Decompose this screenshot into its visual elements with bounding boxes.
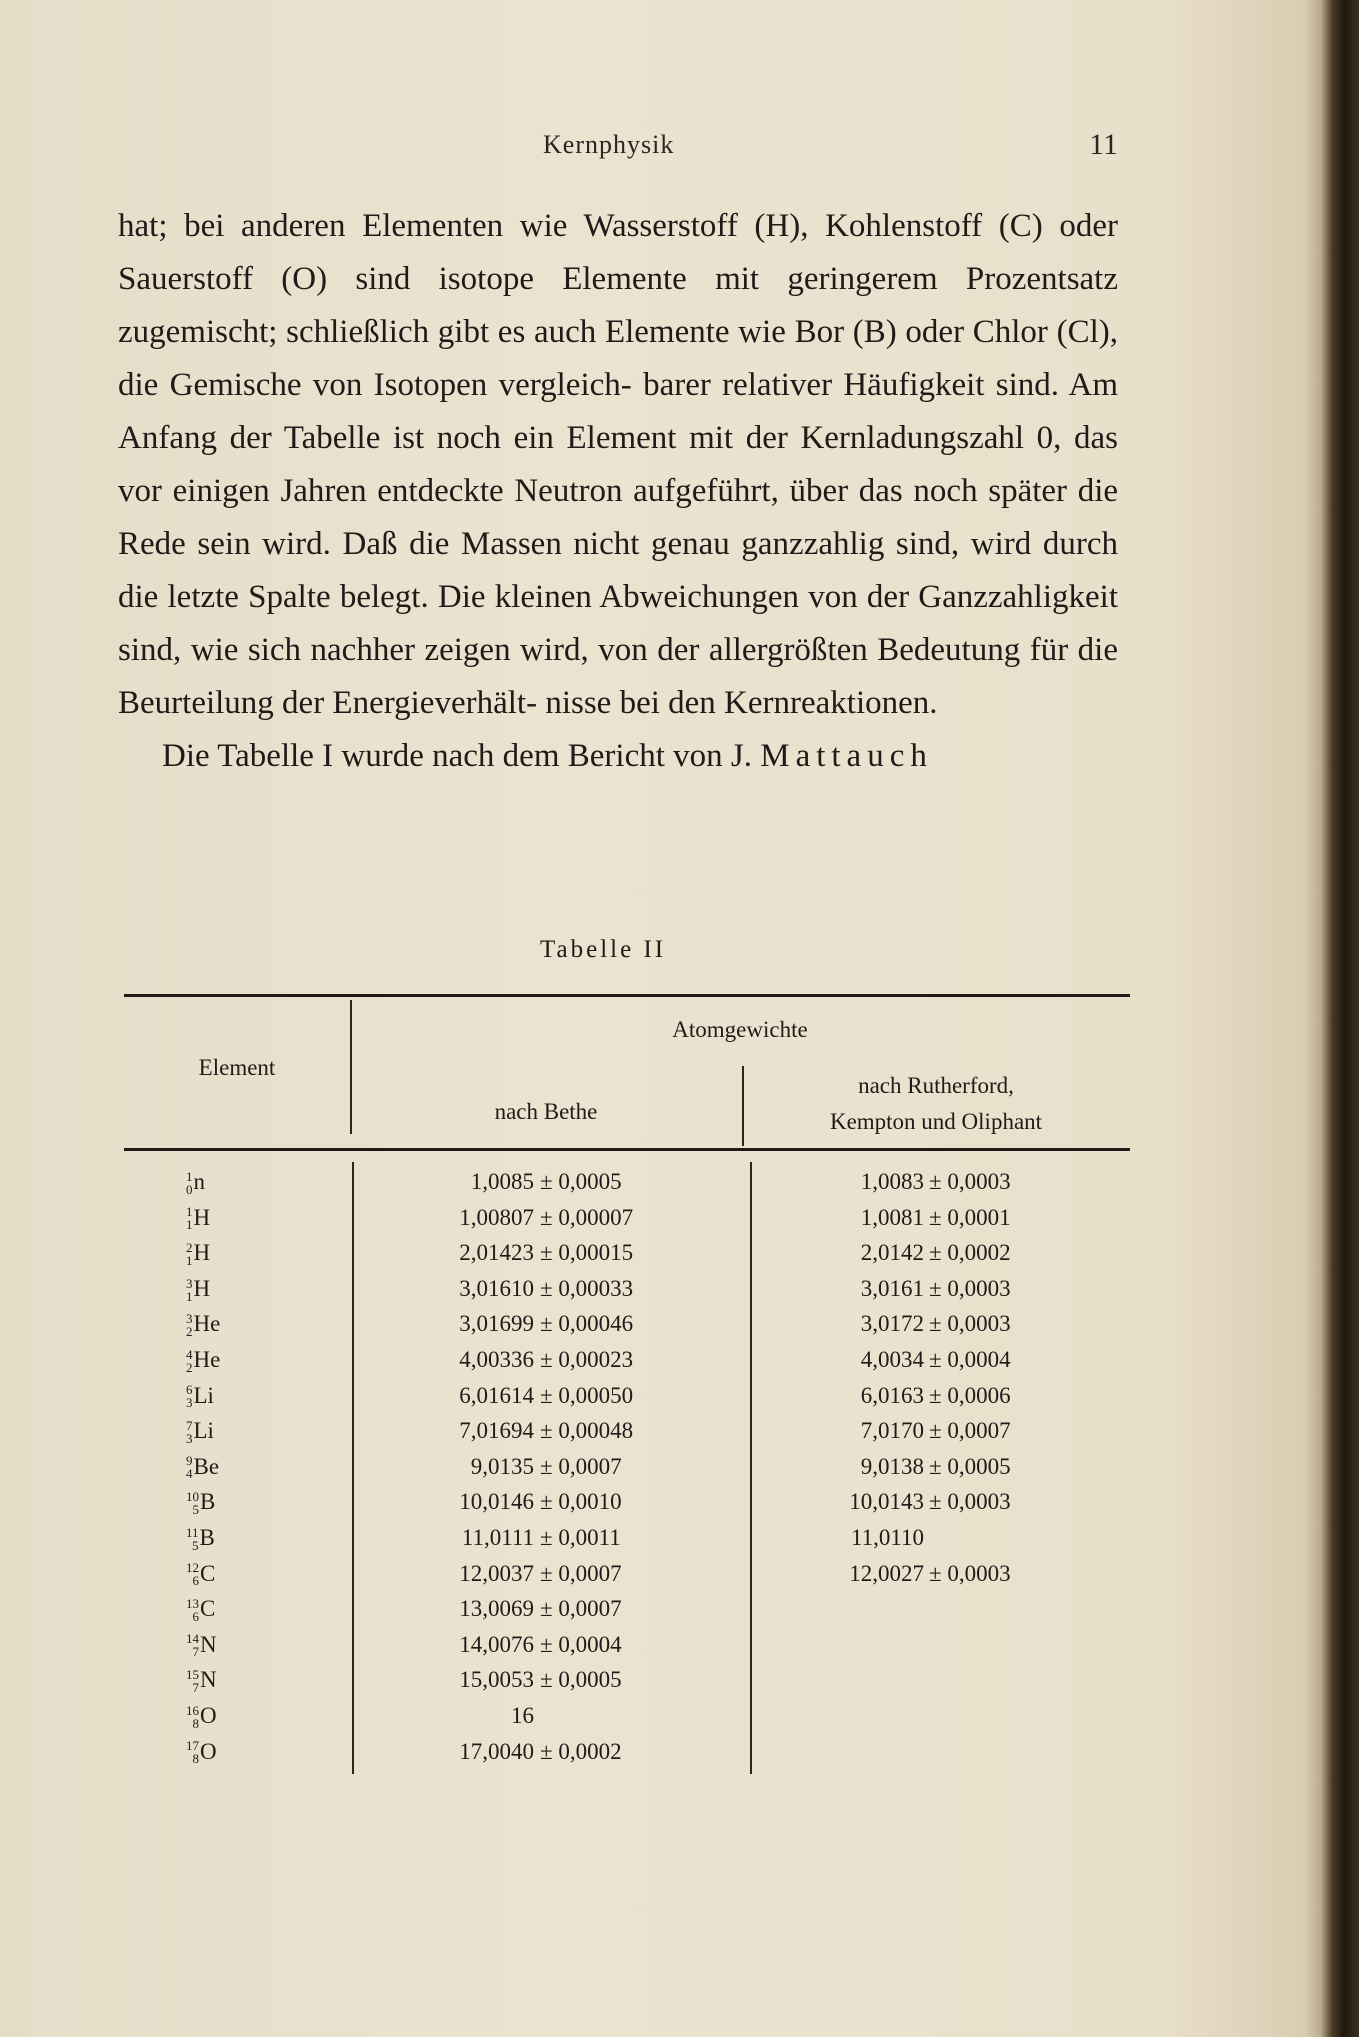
table-row: [124, 1271, 1130, 1307]
rutherford-error: ± 0,0003: [929, 1275, 1011, 1301]
text-line: Bor (B) oder Chlor (Cl), die Gemische von Isotopen vergleich-: [118, 314, 1119, 403]
charge-number: 0: [186, 1181, 193, 1197]
charge-number: 6: [192, 1608, 199, 1624]
charge-number: 7: [192, 1680, 199, 1696]
text-line: der Ganzzahligkeit sind, wie sich nachher zeigen wird, von der: [118, 579, 1118, 668]
text-line: sein wird. Daß die Massen nicht genau ganzzahlig sind, wird: [197, 526, 1032, 562]
nuclide-cell: [186, 1627, 217, 1663]
mass-number: 13: [186, 1595, 199, 1611]
element-symbol: H: [193, 1275, 211, 1301]
text-line: entdeckte Neutron aufgeführt, über das noch später die Rede: [118, 473, 1119, 562]
element-symbol: N: [200, 1667, 217, 1693]
table-caption: Tabelle II: [540, 936, 667, 963]
nuclide-cell: [186, 1520, 215, 1556]
nuclide-cell: [186, 1164, 205, 1200]
table-row: [124, 1235, 1130, 1271]
rutherford-error: ± 0,0007: [929, 1418, 1011, 1444]
nuclide-scripts: [186, 1526, 199, 1552]
charge-number: 5: [192, 1537, 199, 1553]
nuclide: [186, 1413, 214, 1449]
nuclide-cell: [186, 1698, 217, 1734]
mass-number: 1: [186, 1168, 193, 1184]
table-row: [124, 1378, 1130, 1414]
nuclide-scripts: [186, 1597, 199, 1623]
element-symbol: Li: [193, 1382, 214, 1408]
bethe-value: 17,0040: [459, 1738, 534, 1764]
table-row: [124, 1200, 1130, 1236]
rutherford-value: 1,0081: [860, 1204, 924, 1230]
bethe-value: 11,0111: [461, 1524, 534, 1550]
nuclide: [186, 1164, 205, 1200]
nuclide-scripts: [186, 1668, 199, 1694]
element-symbol: B: [200, 1489, 216, 1515]
mass-number: 14: [186, 1631, 199, 1647]
bethe-error: ± 0,00007: [540, 1204, 634, 1230]
charge-number: 5: [192, 1502, 199, 1518]
nuclide-scripts: [186, 1739, 199, 1765]
page-header: [118, 128, 1118, 168]
nuclide-scripts: [186, 1205, 193, 1231]
nuclide: [186, 1591, 215, 1627]
element-symbol: O: [200, 1702, 217, 1728]
paragraph-2: [118, 730, 1118, 783]
rutherford-error: ± 0,0004: [929, 1346, 1011, 1372]
book-binding-edge: [1321, 0, 1359, 2037]
table-row: [124, 1591, 1130, 1627]
bethe-value: 16: [511, 1702, 534, 1728]
charge-number: 3: [186, 1430, 193, 1446]
table-row: [124, 1662, 1130, 1698]
table-row: [124, 1306, 1130, 1342]
bethe-error: ± 0,00048: [540, 1418, 634, 1444]
bethe-error: ± 0,0005: [540, 1169, 622, 1194]
rutherford-value: 6,0163: [860, 1382, 924, 1408]
charge-number: 1: [186, 1217, 193, 1233]
header-atomic-weights: Atomgewichte: [672, 1017, 808, 1042]
element-symbol: O: [200, 1738, 217, 1764]
rutherford-value: 11,0110: [850, 1524, 924, 1550]
nuclide: [186, 1200, 210, 1236]
bethe-error: ± 0,0007: [540, 1560, 622, 1586]
mass-number: 6: [186, 1382, 193, 1398]
charge-number: 1: [186, 1252, 193, 1268]
table-body: [124, 1164, 1130, 1769]
mass-number: 12: [186, 1560, 199, 1576]
bethe-value: 2,01423: [459, 1240, 534, 1266]
bethe-error: ± 0,0005: [540, 1667, 622, 1693]
bethe-value: 13,0069: [459, 1596, 534, 1622]
mass-number: 15: [186, 1667, 199, 1683]
nuclide-scripts: [186, 1561, 199, 1587]
rutherford-value: 3,0172: [860, 1311, 924, 1337]
element-symbol: N: [200, 1631, 217, 1657]
header-bethe: nach Bethe: [494, 1099, 598, 1124]
nuclide: [186, 1484, 215, 1520]
nuclide-cell: [186, 1734, 217, 1770]
bethe-value: 9,0135: [470, 1453, 534, 1479]
paragraph-1: [118, 200, 1118, 730]
nuclide-cell: [186, 1662, 217, 1698]
element-symbol: n: [193, 1169, 205, 1194]
mass-number: 16: [186, 1702, 199, 1718]
nuclide-scripts: [186, 1383, 193, 1409]
nuclide-scripts: [186, 1419, 193, 1445]
element-symbol: H: [193, 1240, 211, 1266]
text-line: barer relativer Häufigkeit sind. Am Anfang der Tabelle ist noch: [118, 367, 1119, 456]
bethe-error: ± 0,0002: [540, 1738, 622, 1764]
nuclide-cell: [186, 1449, 219, 1485]
author-name: Mattauch: [760, 738, 933, 774]
page-number: 11: [1089, 128, 1118, 161]
bethe-error: ± 0,00033: [540, 1275, 634, 1301]
element-symbol: C: [200, 1560, 216, 1586]
bethe-error: ± 0,00023: [540, 1346, 634, 1372]
nuclide-cell: [186, 1378, 214, 1414]
charge-number: 6: [192, 1573, 199, 1589]
nuclide: [186, 1342, 220, 1378]
bethe-error: ± 0,0010: [540, 1489, 622, 1515]
text-line: ein Element mit der Kernladungszahl 0, das vor einigen Jahren: [118, 420, 1119, 509]
nuclide: [186, 1734, 217, 1770]
text-line: (C) oder Sauerstoff (O) sind isotope Elemente mit geringerem: [118, 208, 1119, 297]
text-line: Die Tabelle I wurde nach dem Bericht von J.: [162, 738, 752, 774]
text-line: hat; bei anderen Elementen wie Wasserstoff (H), Kohlenstoff: [118, 208, 983, 244]
mass-number: 9: [186, 1453, 193, 1469]
element-symbol: Be: [193, 1453, 220, 1479]
table-row: [124, 1342, 1130, 1378]
mass-number: 2: [186, 1239, 193, 1255]
bethe-error: ± 0,00015: [540, 1240, 634, 1266]
nuclide: [186, 1235, 210, 1271]
rutherford-error: ± 0,0003: [929, 1489, 1011, 1515]
table-row: [124, 1484, 1130, 1520]
rutherford-value: 1,0083: [860, 1169, 924, 1194]
table-header-rule: [124, 1148, 1130, 1151]
rutherford-error: ± 0,0006: [929, 1382, 1011, 1408]
nuclide-cell: [186, 1271, 210, 1307]
bethe-error: ± 0,0004: [540, 1631, 622, 1657]
rutherford-value: 7,0170: [860, 1418, 924, 1444]
nuclide-cell: [186, 1200, 210, 1236]
nuclide-cell: [186, 1306, 220, 1342]
nuclide: [186, 1627, 217, 1663]
charge-number: 1: [186, 1288, 193, 1304]
charge-number: 2: [186, 1324, 193, 1340]
rutherford-value: 12,0027: [849, 1560, 924, 1586]
nuclide: [186, 1306, 220, 1342]
charge-number: 4: [186, 1466, 193, 1482]
rutherford-error: ± 0,0002: [929, 1240, 1011, 1266]
nuclide-cell: [186, 1342, 220, 1378]
mass-number: 17: [186, 1738, 199, 1754]
bethe-value: 1,0085: [470, 1169, 534, 1194]
header-rutherford-1: nach Rutherford,: [858, 1073, 1014, 1098]
nuclide: [186, 1662, 217, 1698]
bethe-value: 10,0146: [459, 1489, 534, 1515]
nuclide-cell: [186, 1591, 215, 1627]
element-symbol: B: [199, 1524, 215, 1550]
charge-number: 7: [192, 1644, 199, 1660]
text-line: allergrößten Bedeutung für die Beurteilung der Energieverhält-: [118, 632, 1118, 721]
mass-number: 7: [186, 1417, 193, 1433]
nuclide-cell: [186, 1413, 214, 1449]
header-element: Element: [198, 1055, 276, 1080]
header-rutherford-2: Kempton und Oliphant: [829, 1109, 1043, 1134]
atomic-weights-table: [124, 994, 1130, 1784]
nuclide-scripts: [186, 1490, 199, 1516]
nuclide-scripts: [186, 1170, 193, 1196]
element-symbol: H: [193, 1204, 211, 1230]
running-head: Kernphysik: [543, 130, 675, 159]
rutherford-value: 2,0142: [860, 1240, 924, 1266]
rutherford-error: ± 0,0003: [929, 1311, 1011, 1337]
nuclide-scripts: [186, 1348, 193, 1374]
bethe-value: 14,0076: [459, 1631, 534, 1657]
nuclide: [186, 1449, 219, 1485]
table-row: [124, 1556, 1130, 1592]
nuclide-cell: [186, 1235, 210, 1271]
rutherford-error: ± 0,0003: [929, 1169, 1011, 1194]
bethe-value: 12,0037: [459, 1560, 534, 1586]
rutherford-error: ± 0,0005: [929, 1453, 1011, 1479]
nuclide-cell: [186, 1484, 215, 1520]
mass-number: 4: [186, 1346, 193, 1362]
bethe-error: ± 0,0007: [540, 1596, 622, 1622]
bethe-value: 15,0053: [459, 1667, 534, 1693]
rutherford-error: ± 0,0003: [929, 1560, 1011, 1586]
rutherford-value: 10,0143: [849, 1489, 924, 1515]
charge-number: 2: [186, 1359, 193, 1375]
nuclide-scripts: [186, 1454, 193, 1480]
nuclide: [186, 1520, 215, 1556]
table-row: [124, 1449, 1130, 1485]
rutherford-error: ± 0,0001: [929, 1204, 1011, 1230]
bethe-value: 3,01699: [459, 1311, 534, 1337]
table-row: [124, 1734, 1130, 1770]
mass-number: 11: [186, 1524, 199, 1540]
bethe-error: ± 0,0007: [540, 1453, 622, 1479]
nuclide: [186, 1378, 214, 1414]
nuclide: [186, 1556, 215, 1592]
mass-number: 3: [186, 1275, 193, 1291]
text-line: nisse bei den Kernreaktionen.: [545, 685, 938, 721]
nuclide-scripts: [186, 1312, 193, 1338]
bethe-value: 1,00807: [459, 1204, 534, 1230]
nuclide-scripts: [186, 1241, 193, 1267]
nuclide-scripts: [186, 1277, 193, 1303]
table-row: [124, 1413, 1130, 1449]
rutherford-value: 3,0161: [860, 1275, 924, 1301]
table-row: [124, 1627, 1130, 1663]
rutherford-value: 4,0034: [860, 1346, 924, 1372]
text-line: durch die letzte Spalte belegt. Die kleinen Abweichungen von: [118, 526, 1119, 615]
bethe-value: 7,01694: [459, 1418, 534, 1444]
table-top-rule: [124, 994, 1130, 997]
nuclide: [186, 1271, 210, 1307]
charge-number: 8: [192, 1715, 199, 1731]
bethe-value: 3,01610: [459, 1275, 534, 1301]
element-symbol: Li: [193, 1418, 214, 1444]
mass-number: 10: [186, 1489, 199, 1505]
charge-number: 3: [186, 1395, 193, 1411]
mass-number: 3: [186, 1311, 193, 1327]
table-row: [124, 1520, 1130, 1556]
mass-number: 1: [186, 1204, 193, 1220]
charge-number: 8: [192, 1751, 199, 1767]
element-symbol: C: [200, 1596, 216, 1622]
nuclide-cell: [186, 1556, 215, 1592]
element-symbol: He: [193, 1311, 221, 1337]
body-text: [118, 200, 1118, 783]
rutherford-value: 9,0138: [860, 1453, 924, 1479]
bethe-value: 6,01614: [459, 1382, 534, 1408]
text-line: Prozentsatz zugemischt; schließlich gibt es auch Elemente wie: [118, 261, 1118, 350]
element-symbol: He: [193, 1346, 221, 1372]
nuclide-scripts: [186, 1632, 199, 1658]
table-row: [124, 1164, 1130, 1200]
nuclide: [186, 1698, 217, 1734]
nuclide-scripts: [186, 1704, 199, 1730]
bethe-error: ± 0,0011: [540, 1524, 621, 1550]
bethe-value: 4,00336: [459, 1346, 534, 1372]
table-row: [124, 1698, 1130, 1734]
bethe-error: ± 0,00046: [540, 1311, 634, 1337]
bethe-error: ± 0,00050: [540, 1382, 634, 1408]
